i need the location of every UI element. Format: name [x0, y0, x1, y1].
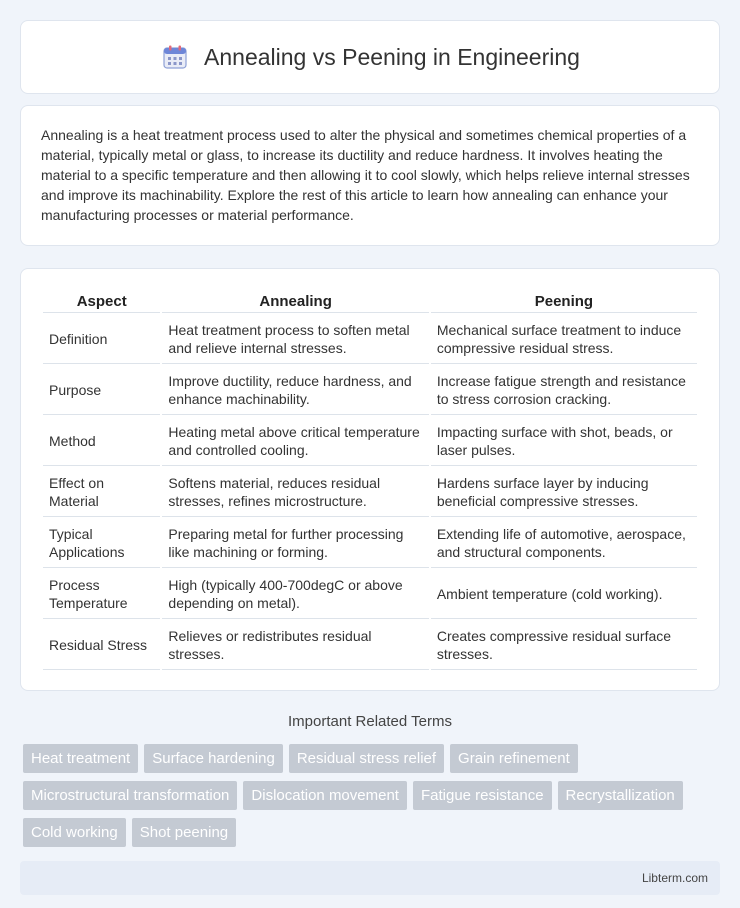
related-terms-title: Important Related Terms: [288, 713, 452, 730]
row-aspect: Typical Applications: [43, 517, 160, 568]
table-row: [43, 568, 697, 619]
header-peening: Peening: [431, 289, 697, 313]
table-row: [43, 415, 697, 466]
term-tag[interactable]: Residual stress relief: [289, 744, 444, 773]
row-peening: Creates compressive residual surface stresses.: [431, 619, 697, 670]
term-tag[interactable]: Cold working: [23, 818, 126, 847]
row-aspect: Method: [43, 415, 160, 466]
table-header-row: [43, 289, 697, 313]
row-peening: Mechanical surface treatment to induce compressive residual stress.: [431, 313, 697, 364]
row-annealing: Heating metal above critical temperature and controlled cooling.: [162, 415, 428, 466]
row-aspect: Definition: [43, 313, 160, 364]
footer-brand-link[interactable]: Libterm.com: [641, 871, 708, 885]
row-annealing: Preparing metal for further processing like machining or forming.: [162, 517, 428, 568]
row-annealing: Improve ductility, reduce hardness, and enhance machinability.: [162, 364, 428, 415]
row-annealing: High (typically 400-700degC or above depending on metal).: [162, 568, 428, 619]
table-row: [43, 619, 697, 670]
comparison-table: [41, 289, 699, 670]
term-tag[interactable]: Heat treatment: [23, 744, 138, 773]
table-row: [43, 517, 697, 568]
term-tag[interactable]: Surface hardening: [144, 744, 283, 773]
row-aspect: Purpose: [43, 364, 160, 415]
row-peening: Impacting surface with shot, beads, or laser pulses.: [431, 415, 697, 466]
page-header: [20, 20, 720, 94]
row-annealing: Relieves or redistributes residual stresses.: [162, 619, 428, 670]
row-aspect: Process Temperature: [43, 568, 160, 619]
table-row: [43, 466, 697, 517]
term-tag[interactable]: Shot peening: [132, 818, 236, 847]
row-peening: Increase fatigue strength and resistance to stress corrosion cracking.: [431, 364, 697, 415]
term-tag[interactable]: Microstructural transformation: [23, 781, 237, 810]
term-tag[interactable]: Fatigue resistance: [413, 781, 552, 810]
table-row: [43, 364, 697, 415]
row-aspect: Effect on Material: [43, 466, 160, 517]
comparison-table-card: [20, 268, 720, 691]
intro-card: [20, 105, 720, 246]
row-annealing: Softens material, reduces residual stresses, refines microstructure.: [162, 466, 428, 517]
row-peening: Ambient temperature (cold working).: [431, 568, 697, 619]
row-aspect: Residual Stress: [43, 619, 160, 670]
row-peening: Extending life of automotive, aerospace, and structural components.: [431, 517, 697, 568]
related-terms-list: [20, 744, 720, 847]
row-peening: Hardens surface layer by inducing beneficial compressive stresses.: [431, 466, 697, 517]
footer: [20, 861, 720, 895]
header-aspect: Aspect: [43, 289, 160, 313]
table-row: [43, 313, 697, 364]
header-annealing: Annealing: [162, 289, 428, 313]
term-tag[interactable]: Grain refinement: [450, 744, 578, 773]
row-annealing: Heat treatment process to soften metal and relieve internal stresses.: [162, 313, 428, 364]
term-tag[interactable]: Recrystallization: [558, 781, 683, 810]
calendar-icon: [160, 42, 190, 72]
intro-text: Annealing is a heat treatment process used to alter the physical and sometimes chemical properties of a material, typically metal or glass, to increase its ductility and reduce hardness. It involves heating the material to a specific temperature and then allowing it to cool slowly, which helps relieve internal stresses and improve its machinability. Explore the rest of this article to learn how annealing can enhance your manufacturing processes or material performance.: [41, 127, 690, 223]
term-tag[interactable]: Dislocation movement: [243, 781, 407, 810]
page-title: Annealing vs Peening in Engineering: [204, 43, 580, 70]
